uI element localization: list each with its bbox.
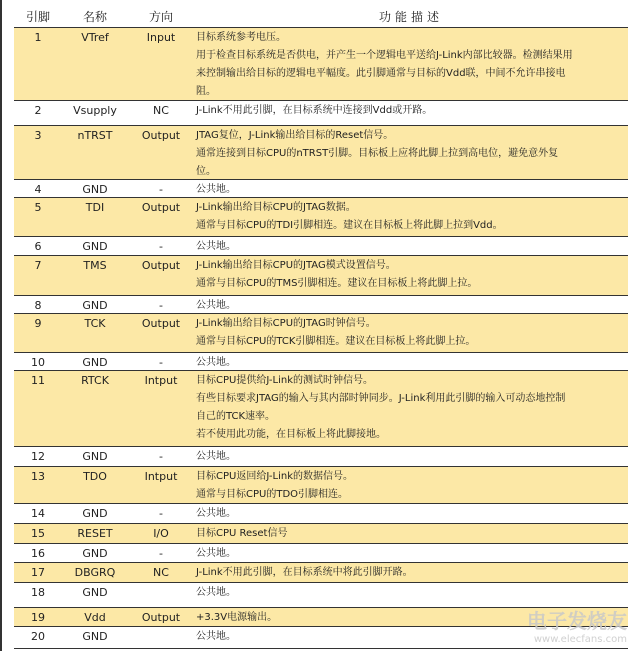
table-row [14,447,628,467]
description-line: 通常连接到目标CPU的nTRST引脚。目标板上应将此脚上拉到高电位，避免意外复 [196,148,559,159]
name-cell: TDI [85,201,105,214]
direction-cell: Intput [144,470,178,483]
pin-cell: 20 [31,630,45,643]
table-row [14,314,628,353]
name-cell: VTref [81,31,109,44]
description-line: 目标CPU Reset信号 [196,528,288,539]
direction-cell: - [159,240,163,253]
name-cell: TDO [83,470,107,483]
name-cell: DBGRQ [74,566,116,579]
table-row [14,504,628,524]
table-row [14,126,628,180]
pin-cell: 13 [31,470,45,483]
description-line: J-Link输出给目标CPU的JTAG时钟信号。 [196,318,376,329]
description-line: 公共地。 [196,241,236,252]
table-row [14,28,628,101]
description-line: JTAG复位，J-Link输出给目标的Reset信号。 [196,130,394,141]
table-row [14,101,628,126]
description-cell [196,584,626,602]
watermark-url: www.elecfans.com [533,634,627,645]
direction-cell: NC [153,566,169,579]
table-row [14,237,628,256]
name-cell: RESET [77,527,113,540]
description-line: 通常与目标CPU的TCK引脚相连。建议在目标板上将此脚上拉。 [196,336,476,347]
pin-cell: 4 [34,183,42,196]
table-row [14,467,628,504]
description-cell [196,102,626,120]
description-line: 用于检查目标系统是否供电，并产生一个逻辑电平送给J-Link内部比较器。检测结果用 [196,50,573,61]
direction-cell: Output [141,129,181,142]
name-cell: GND [82,507,108,520]
description-line: 目标系统参考电压。 [196,32,286,43]
pin-cell: 7 [34,259,42,272]
name-cell: GND [82,450,108,463]
description-line: 公共地。 [196,184,236,195]
description-cell [196,127,626,181]
name-cell: GND [82,356,108,369]
pin-cell: 1 [34,31,42,44]
direction-cell: Intput [144,374,178,387]
pin-cell: 6 [34,240,42,253]
table-row [14,198,628,237]
pin-cell: 5 [34,201,42,214]
description-cell [196,505,626,523]
table-row [14,353,628,371]
direction-cell: Output [141,611,181,624]
description-line: 公共地。 [196,587,236,598]
table-row [14,371,628,447]
pin-cell: 17 [31,566,45,579]
description-cell [196,448,626,466]
header-pin: 引脚 [25,10,50,24]
direction-cell: - [159,299,163,312]
description-line: 目标CPU提供给J-Link的测试时钟信号。 [196,375,374,386]
direction-cell: Output [141,201,181,214]
name-cell: TCK [84,317,106,330]
description-cell [196,238,626,256]
description-cell [196,315,626,351]
description-line: 位。 [196,166,216,177]
description-cell [196,468,626,504]
direction-cell: Input [146,31,176,44]
description-cell [196,525,626,543]
table-row [14,544,628,563]
name-cell: GND [82,586,108,599]
description-line: 来控制输出给目标的逻辑电平幅度。此引脚通常与目标的Vdd联，中间不允许串接电 [196,68,566,79]
left-border [0,0,2,651]
direction-cell: - [159,356,163,369]
name-cell: GND [82,240,108,253]
name-cell: TMS [83,259,107,272]
pin-cell: 8 [34,299,42,312]
table-row [14,524,628,544]
pin-cell: 11 [31,374,45,387]
name-cell: RTCK [81,374,109,387]
description-line: J-Link不用此引脚，在目标系统中连接到Vdd或开路。 [196,105,433,116]
description-line: 通常与目标CPU的TDI引脚相连。建议在目标板上将此脚上拉到Vdd。 [196,220,503,231]
description-line: J-Link输出给目标CPU的JTAG数据。 [196,202,356,213]
pin-cell: 14 [31,507,45,520]
table-row [14,563,628,583]
pin-cell: 19 [31,611,45,624]
pin-cell: 9 [34,317,42,330]
description-line: 通常与目标CPU的TDO引脚相连。 [196,489,349,500]
description-line: J-Link输出给目标CPU的JTAG模式设置信号。 [196,260,396,271]
name-cell: Vsupply [73,104,117,117]
description-cell [196,199,626,235]
description-line: J-Link不用此引脚，在目标系统中将此引脚开路。 [196,567,413,578]
description-cell [196,545,626,563]
name-cell: GND [82,183,108,196]
watermark-title: 电子发烧友 [527,609,627,633]
pin-cell: 12 [31,450,45,463]
name-cell: GND [82,299,108,312]
description-line: 公共地。 [196,631,236,642]
description-cell [196,564,626,582]
description-line: 公共地。 [196,548,236,559]
pin-cell: 15 [31,527,45,540]
direction-cell: - [159,450,163,463]
table-row [14,180,628,198]
description-cell [196,372,626,444]
header-name: 名称 [82,10,107,24]
pin-cell: 18 [31,586,45,599]
watermark [527,605,627,645]
description-cell [196,354,626,372]
header-direction: 方向 [148,10,173,24]
name-cell: GND [82,547,108,560]
description-line: 公共地。 [196,451,236,462]
name-cell: Vdd [84,611,106,624]
table-row [14,256,628,296]
direction-cell: - [159,547,163,560]
direction-cell: Output [141,259,181,272]
description-line: 目标CPU返回给J-Link的数据信号。 [196,471,354,482]
pin-cell: 16 [31,547,45,560]
direction-cell: - [159,507,163,520]
direction-cell: NC [153,104,169,117]
pin-cell: 2 [34,104,42,117]
name-cell: GND [82,630,108,643]
direction-cell: I/O [153,527,169,540]
pin-cell: 3 [34,129,42,142]
description-cell [196,29,626,101]
description-line: +3.3V电源输出。 [196,612,278,623]
header-description: 功能描述 [378,10,443,24]
description-line: 阻。 [196,86,216,97]
table-row [14,296,628,314]
description-line: 自己的TCK速率。 [196,411,276,422]
table-header [14,0,628,28]
direction-cell: - [159,183,163,196]
name-cell: nTRST [77,129,113,142]
description-line: 公共地。 [196,357,236,368]
description-cell [196,181,626,199]
pin-table [14,0,628,649]
description-line: 公共地。 [196,300,236,311]
description-cell [196,257,626,293]
description-cell [196,297,626,315]
direction-cell: Output [141,317,181,330]
pin-cell: 10 [31,356,45,369]
description-line: 有些目标要求JTAG的输入与其内部时钟同步。J-Link利用此引脚的输入可动态地控制 [196,393,566,404]
description-line: 若不使用此功能，在目标板上将此脚接地。 [196,429,386,440]
description-line: 通常与目标CPU的TMS引脚相连。建议在目标板上将此脚上拉。 [196,278,478,289]
description-line: 公共地。 [196,508,236,519]
